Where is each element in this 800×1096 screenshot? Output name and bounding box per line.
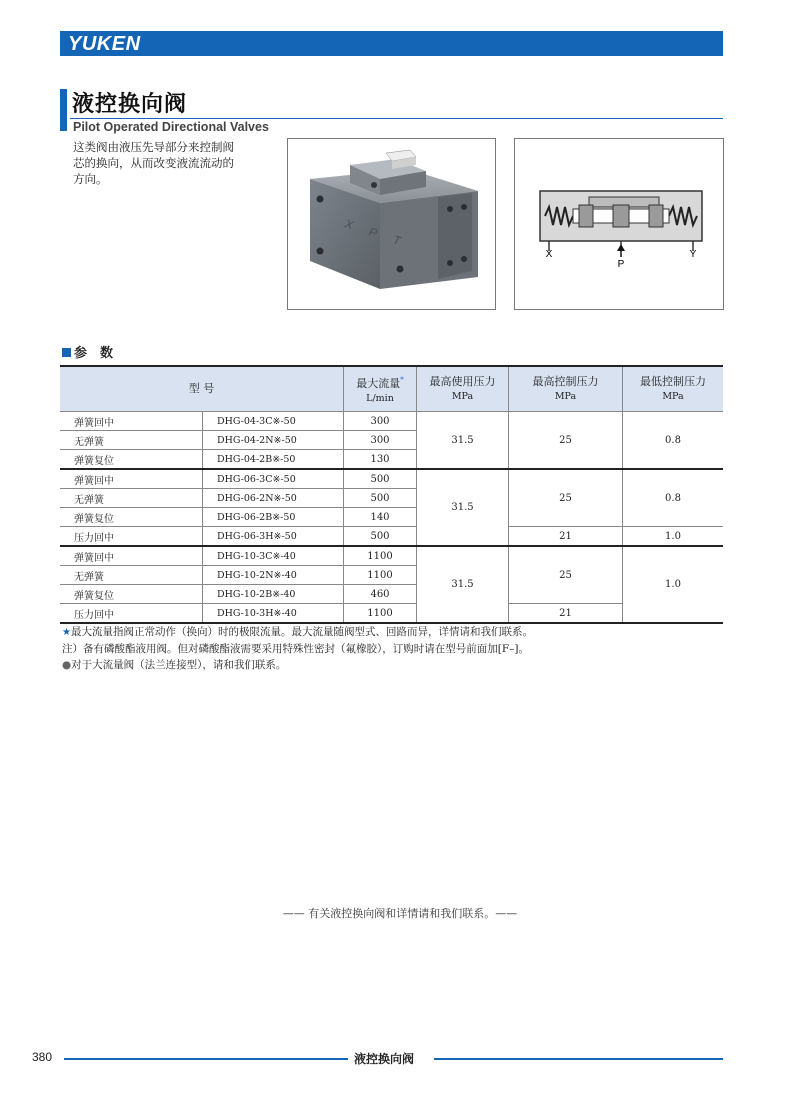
note-star: [62, 624, 722, 641]
flow-cell: 300: [344, 412, 417, 431]
control-cell: 21: [509, 527, 623, 547]
yuken-logo: YUKEN: [68, 33, 141, 55]
intro-line: 方向。: [73, 172, 108, 186]
header-flow-label: 最大流量: [356, 376, 401, 390]
flow-cell: 1100: [344, 604, 417, 624]
type-cell: 无弹簧: [60, 489, 203, 508]
header-pressure-label: 最高使用压力: [429, 374, 496, 388]
header-control-label: 最高控制压力: [532, 374, 599, 388]
header-type: 型 号: [60, 366, 344, 412]
min-control-cell: 0.8: [623, 412, 724, 470]
flow-cell: 300: [344, 431, 417, 450]
dot-icon: ●: [62, 659, 72, 671]
valve-symbol-diagram: [515, 139, 723, 309]
model-cell: DHG-04-2B※-50: [203, 450, 344, 470]
header-min-control-label: 最低控制压力: [640, 374, 706, 388]
header-bar: [60, 31, 723, 56]
model-cell: DHG-04-2N※-50: [203, 431, 344, 450]
port-y-label: Y: [689, 249, 697, 260]
flow-cell: 1100: [344, 566, 417, 585]
min-control-cell: 1.0: [623, 546, 724, 623]
section-square-icon: [62, 348, 71, 357]
type-cell: 弹簧回中: [60, 469, 203, 489]
flow-star-icon: *: [400, 375, 404, 384]
header-pressure: [417, 366, 509, 412]
flow-cell: 460: [344, 585, 417, 604]
product-photo: [287, 138, 496, 310]
flow-cell: 140: [344, 508, 417, 527]
title-rule: [70, 118, 723, 119]
table-row: [60, 412, 723, 431]
type-cell: 弹簧复位: [60, 585, 203, 604]
model-cell: DHG-04-3C※-50: [203, 412, 344, 431]
page-subtitle: Pilot Operated Directional Valves: [73, 120, 269, 134]
control-cell: 25: [509, 469, 623, 527]
svg-text:P: P: [367, 224, 380, 241]
pressure-cell: 31.5: [417, 546, 509, 623]
model-cell: DHG-06-2N※-50: [203, 489, 344, 508]
header-min-control: [623, 366, 724, 412]
valve-illustration: [288, 139, 495, 309]
header-control-unit: MPa: [554, 390, 577, 402]
header-min-control-unit: MPa: [662, 390, 684, 402]
control-cell: 25: [509, 546, 623, 604]
table-row: [60, 527, 723, 547]
header-control: [509, 366, 623, 412]
table-row: [60, 546, 723, 566]
header-flow: [344, 366, 417, 412]
header-pressure-unit: MPa: [451, 390, 474, 402]
port-x-label: X: [545, 249, 553, 260]
type-cell: 压力回中: [60, 604, 203, 624]
footer-rule-left: [64, 1058, 348, 1060]
section-heading: [62, 342, 113, 361]
pressure-cell: 31.5: [417, 469, 509, 546]
svg-text:T: T: [391, 232, 403, 249]
model-cell: DHG-10-3C※-40: [203, 546, 344, 566]
svg-text:X: X: [343, 216, 356, 233]
table-header-row: [60, 366, 723, 412]
flow-cell: 500: [344, 527, 417, 547]
model-cell: DHG-10-3H※-40: [203, 604, 344, 624]
page-title: 液控换向阀: [72, 92, 188, 117]
hydraulic-symbol: [514, 138, 724, 310]
bottom-note: —— 有关液控换向阀和详情请和我们联系。——: [282, 907, 518, 920]
type-cell: 无弹簧: [60, 431, 203, 450]
type-cell: 弹簧复位: [60, 450, 203, 470]
star-icon: ★: [62, 627, 71, 638]
note-phosphate: 注）备有磷酸酯液用阀。但对磷酸酯液需要采用特殊性密封（氟橡胶），订购时请在型号前面加[F–]。: [62, 643, 529, 655]
control-cell: 21: [509, 604, 623, 624]
notes: [62, 624, 722, 673]
page-number: 380: [32, 1050, 53, 1064]
flow-cell: 130: [344, 450, 417, 470]
intro-line: 芯的换向，从而改变液流流动的: [73, 156, 234, 170]
model-cell: DHG-10-2B※-40: [203, 585, 344, 604]
min-control-cell: 0.8: [623, 469, 724, 527]
note-star-text: 最大流量指阀正常动作（换向）时的极限流量。最大流量随阀型式、回路而异，详情请和我们联系。: [70, 626, 533, 638]
note-dot-text: 对于大流量阀（法兰连接型），请和我们联系。: [71, 659, 287, 671]
section-heading-label: 参 数: [74, 346, 114, 361]
note-dot: [62, 657, 722, 673]
pressure-cell: 31.5: [417, 412, 509, 470]
type-cell: 弹簧复位: [60, 508, 203, 527]
model-cell: DHG-06-3C※-50: [203, 469, 344, 489]
footer-rule-right: [434, 1058, 723, 1060]
flow-cell: 500: [344, 469, 417, 489]
flow-cell: 500: [344, 489, 417, 508]
control-cell: 25: [509, 412, 623, 470]
model-cell: DHG-06-2B※-50: [203, 508, 344, 527]
port-p-label: P: [617, 259, 625, 270]
title-accent-bar: [60, 89, 67, 131]
min-control-cell: 1.0: [623, 527, 724, 547]
type-cell: 弹簧回中: [60, 412, 203, 431]
intro-line: 这类阀由液压先导部分来控制阀: [73, 140, 234, 154]
spec-table: [60, 365, 723, 624]
model-cell: DHG-10-2N※-40: [203, 566, 344, 585]
model-cell: DHG-06-3H※-50: [203, 527, 344, 547]
footer-title: 液控换向阀: [354, 1052, 415, 1066]
type-cell: 弹簧回中: [60, 546, 203, 566]
type-cell: 无弹簧: [60, 566, 203, 585]
header-flow-unit: L/min: [366, 392, 394, 404]
type-cell: 压力回中: [60, 527, 203, 547]
intro-text: [73, 139, 258, 187]
table-row: [60, 469, 723, 489]
flow-cell: 1100: [344, 546, 417, 566]
